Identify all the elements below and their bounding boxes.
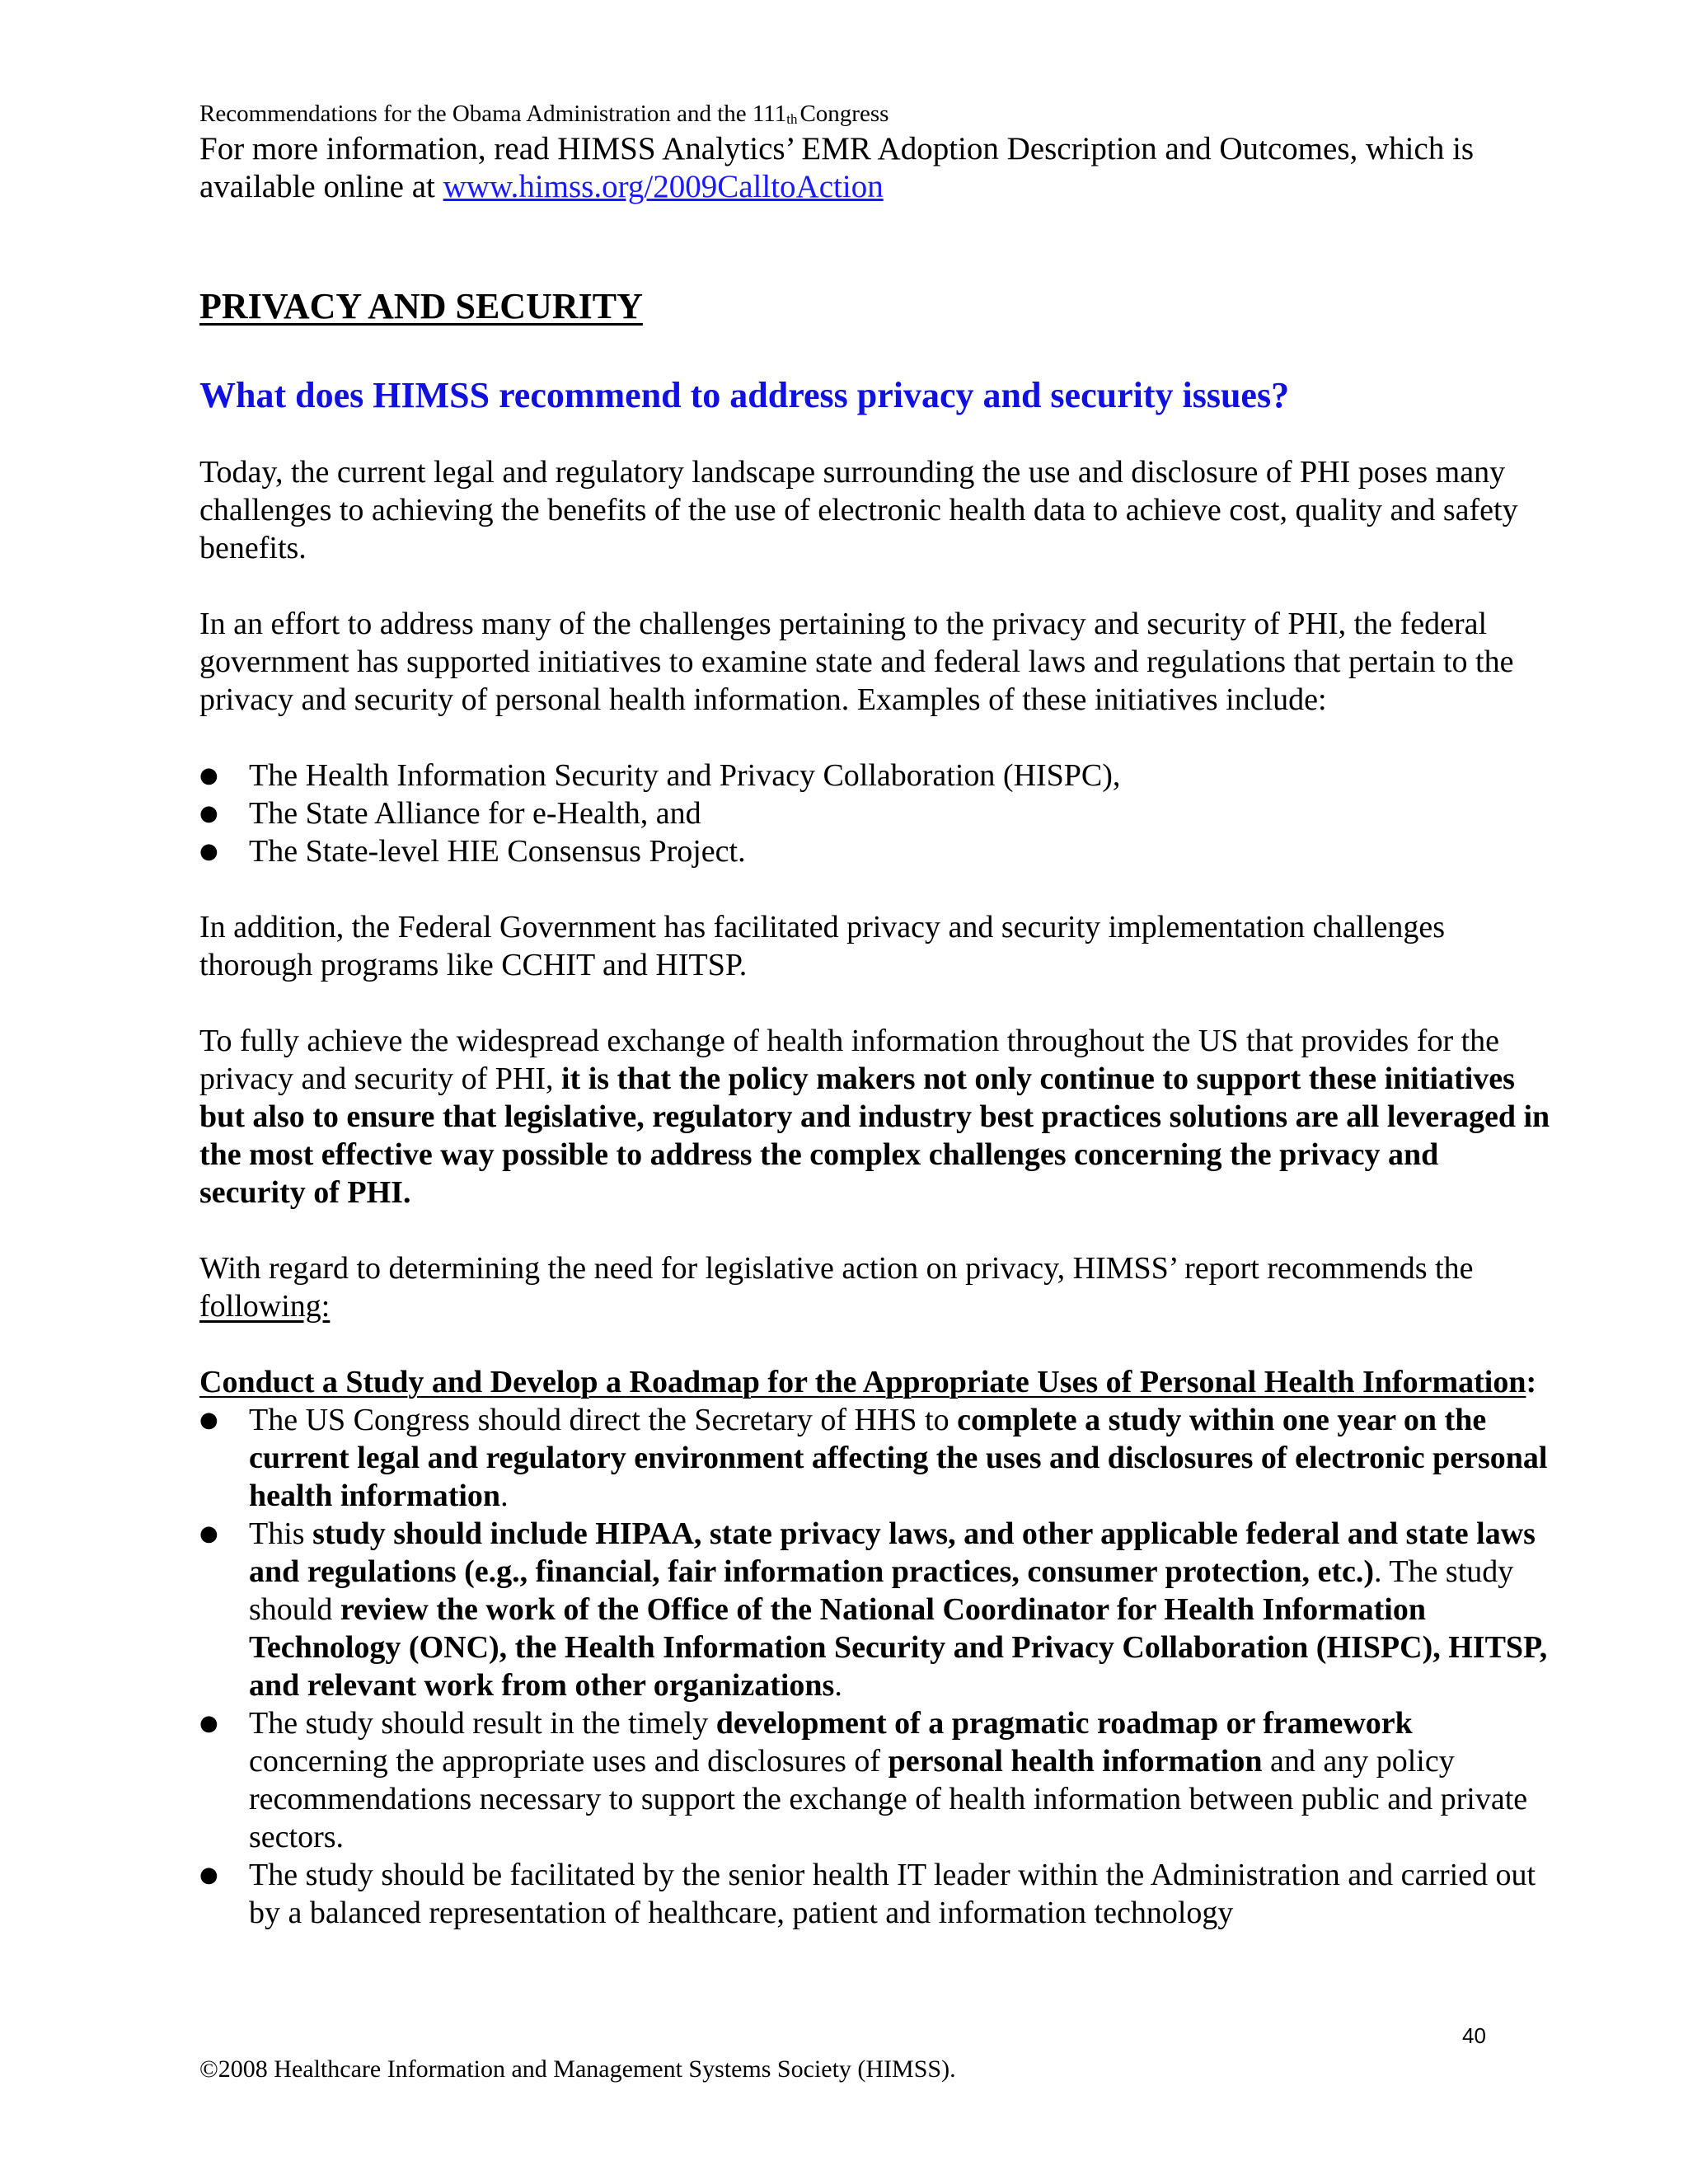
list-item-text: The study should result in the timely	[249, 1706, 716, 1741]
recommendation-subheading	[199, 1363, 1551, 1401]
list-item-text: .	[500, 1479, 509, 1513]
more-info-sentence: For more information, read HIMSS Analytics’ EMR Adoption Description and Outcomes, which is available online at	[199, 131, 1475, 204]
body-content	[199, 453, 1551, 1932]
list-item-emphasis: personal health information	[888, 1744, 1263, 1779]
running-header-prefix: Recommendations for the Obama Administration and the 111	[199, 101, 787, 127]
bullet-icon: ●	[199, 1711, 218, 1736]
document-page	[199, 0, 1551, 2184]
list-item-text: concerning the appropriate uses and disclosures of	[249, 1744, 889, 1779]
list-item	[199, 1515, 1551, 1704]
list-item-text: and any policy recommendations necessary to support the exchange of health information between public and private sectors.	[249, 1744, 1528, 1854]
list-item-emphasis: review the work of the Office of the National Coordinator for Health Information Technology (ONC), the Health Information Security and Privacy Collaboration (HISPC), HITSP, and relevant work from other organizations	[249, 1592, 1548, 1703]
running-header-suffix: Congress	[799, 101, 889, 127]
bullet-icon: ●	[199, 839, 218, 864]
bullet-icon: ●	[199, 801, 218, 826]
list-item-text: The Health Information Security and Privacy Collaboration (HISPC),	[249, 758, 1121, 793]
section-title: PRIVACY AND SECURITY	[199, 286, 643, 326]
paragraph-legislative-action	[199, 1249, 1551, 1325]
list-item-text: This	[249, 1516, 313, 1551]
list-item	[199, 1856, 1551, 1932]
list-item-text: .	[834, 1668, 842, 1703]
paragraph-legal-landscape: Today, the current legal and regulatory landscape surrounding the use and disclosure of PHI poses many challenges to achieving the benefits of the use of electronic health data to achieve cost, quality and safety benefits.	[199, 455, 1518, 565]
list-item-emphasis: study should include HIPAA, state privacy laws, and other applicable federal and state laws and regulations (e.g., financial, fair information practices, consumer protection, etc.)	[249, 1516, 1536, 1589]
paragraph-policy-makers	[199, 1022, 1551, 1212]
initiatives-list	[199, 757, 1551, 870]
running-header-ordinal-suffix: th	[786, 111, 798, 127]
more-info-text	[199, 130, 1551, 206]
bullet-icon: ●	[199, 1863, 218, 1887]
list-item-emphasis: complete a study within one year on the current legal and regulatory environment affecting the uses and disclosures of electronic personal health information	[249, 1403, 1548, 1513]
running-header	[199, 99, 889, 134]
list-item-text: . The study should	[249, 1554, 1514, 1627]
copyright-footer: ©2008 Healthcare Information and Management Systems Society (HIMSS).	[199, 2055, 956, 2083]
list-item-text: The US Congress should direct the Secretary of HHS to	[249, 1403, 958, 1437]
list-item-text: The study should be facilitated by the senior health IT leader within the Administration and carried out by a balanced representation of healthcare, patient and information technology	[249, 1858, 1536, 1930]
bullet-icon: ●	[199, 1521, 218, 1546]
call-to-action-link[interactable]: www.himss.org/2009CalltoAction	[443, 169, 884, 204]
list-item-emphasis: development of a pragmatic roadmap or framework	[715, 1706, 1413, 1741]
page-number: 40	[1462, 2023, 1486, 2048]
bullet-icon: ●	[199, 1408, 218, 1432]
list-item	[199, 757, 1551, 794]
list-item	[199, 832, 1551, 870]
list-item	[199, 1704, 1551, 1856]
paragraph-federal-programs: In addition, the Federal Government has facilitated privacy and security implementation challenges thorough programs like CCHIT and HITSP.	[199, 910, 1446, 982]
recommendation-subheading-colon: :	[1526, 1365, 1537, 1399]
list-item-text: The State-level HIE Consensus Project.	[249, 834, 746, 869]
paragraph-legislative-action-start: With regard to determining the need for legislative action on privacy, HIMSS’ report recommends the	[199, 1251, 1474, 1286]
paragraph-policy-makers-start: To fully achieve the widespread exchange of health information throughout the US that provides for the privacy and security of PHI,	[199, 1024, 1500, 1096]
list-item	[199, 794, 1551, 832]
list-item	[199, 1401, 1551, 1515]
bullet-icon: ●	[199, 763, 218, 788]
list-item-text: The State Alliance for e-Health, and	[249, 796, 701, 831]
paragraph-policy-makers-emphasis: it is that the policy makers not only continue to support these initiatives but also to ensure that legislative, regulatory and industry best practices solutions are all leveraged in the most effective way possible to address the complex challenges concerning the privacy and security of PHI.	[199, 1062, 1550, 1210]
recommendations-list	[199, 1401, 1551, 1932]
question-heading: What does HIMSS recommend to address privacy and security issues?	[199, 375, 1290, 415]
paragraph-federal-initiatives: In an effort to address many of the challenges pertaining to the privacy and security of PHI, the federal government has supported initiatives to examine state and federal laws and regulations that pertain to the privacy and security of personal health information. Examples of these initiatives include:	[199, 607, 1514, 717]
paragraph-legislative-action-end: following:	[199, 1289, 331, 1324]
recommendation-subheading-title: Conduct a Study and Develop a Roadmap for the Appropriate Uses of Personal Health Information	[199, 1365, 1526, 1399]
